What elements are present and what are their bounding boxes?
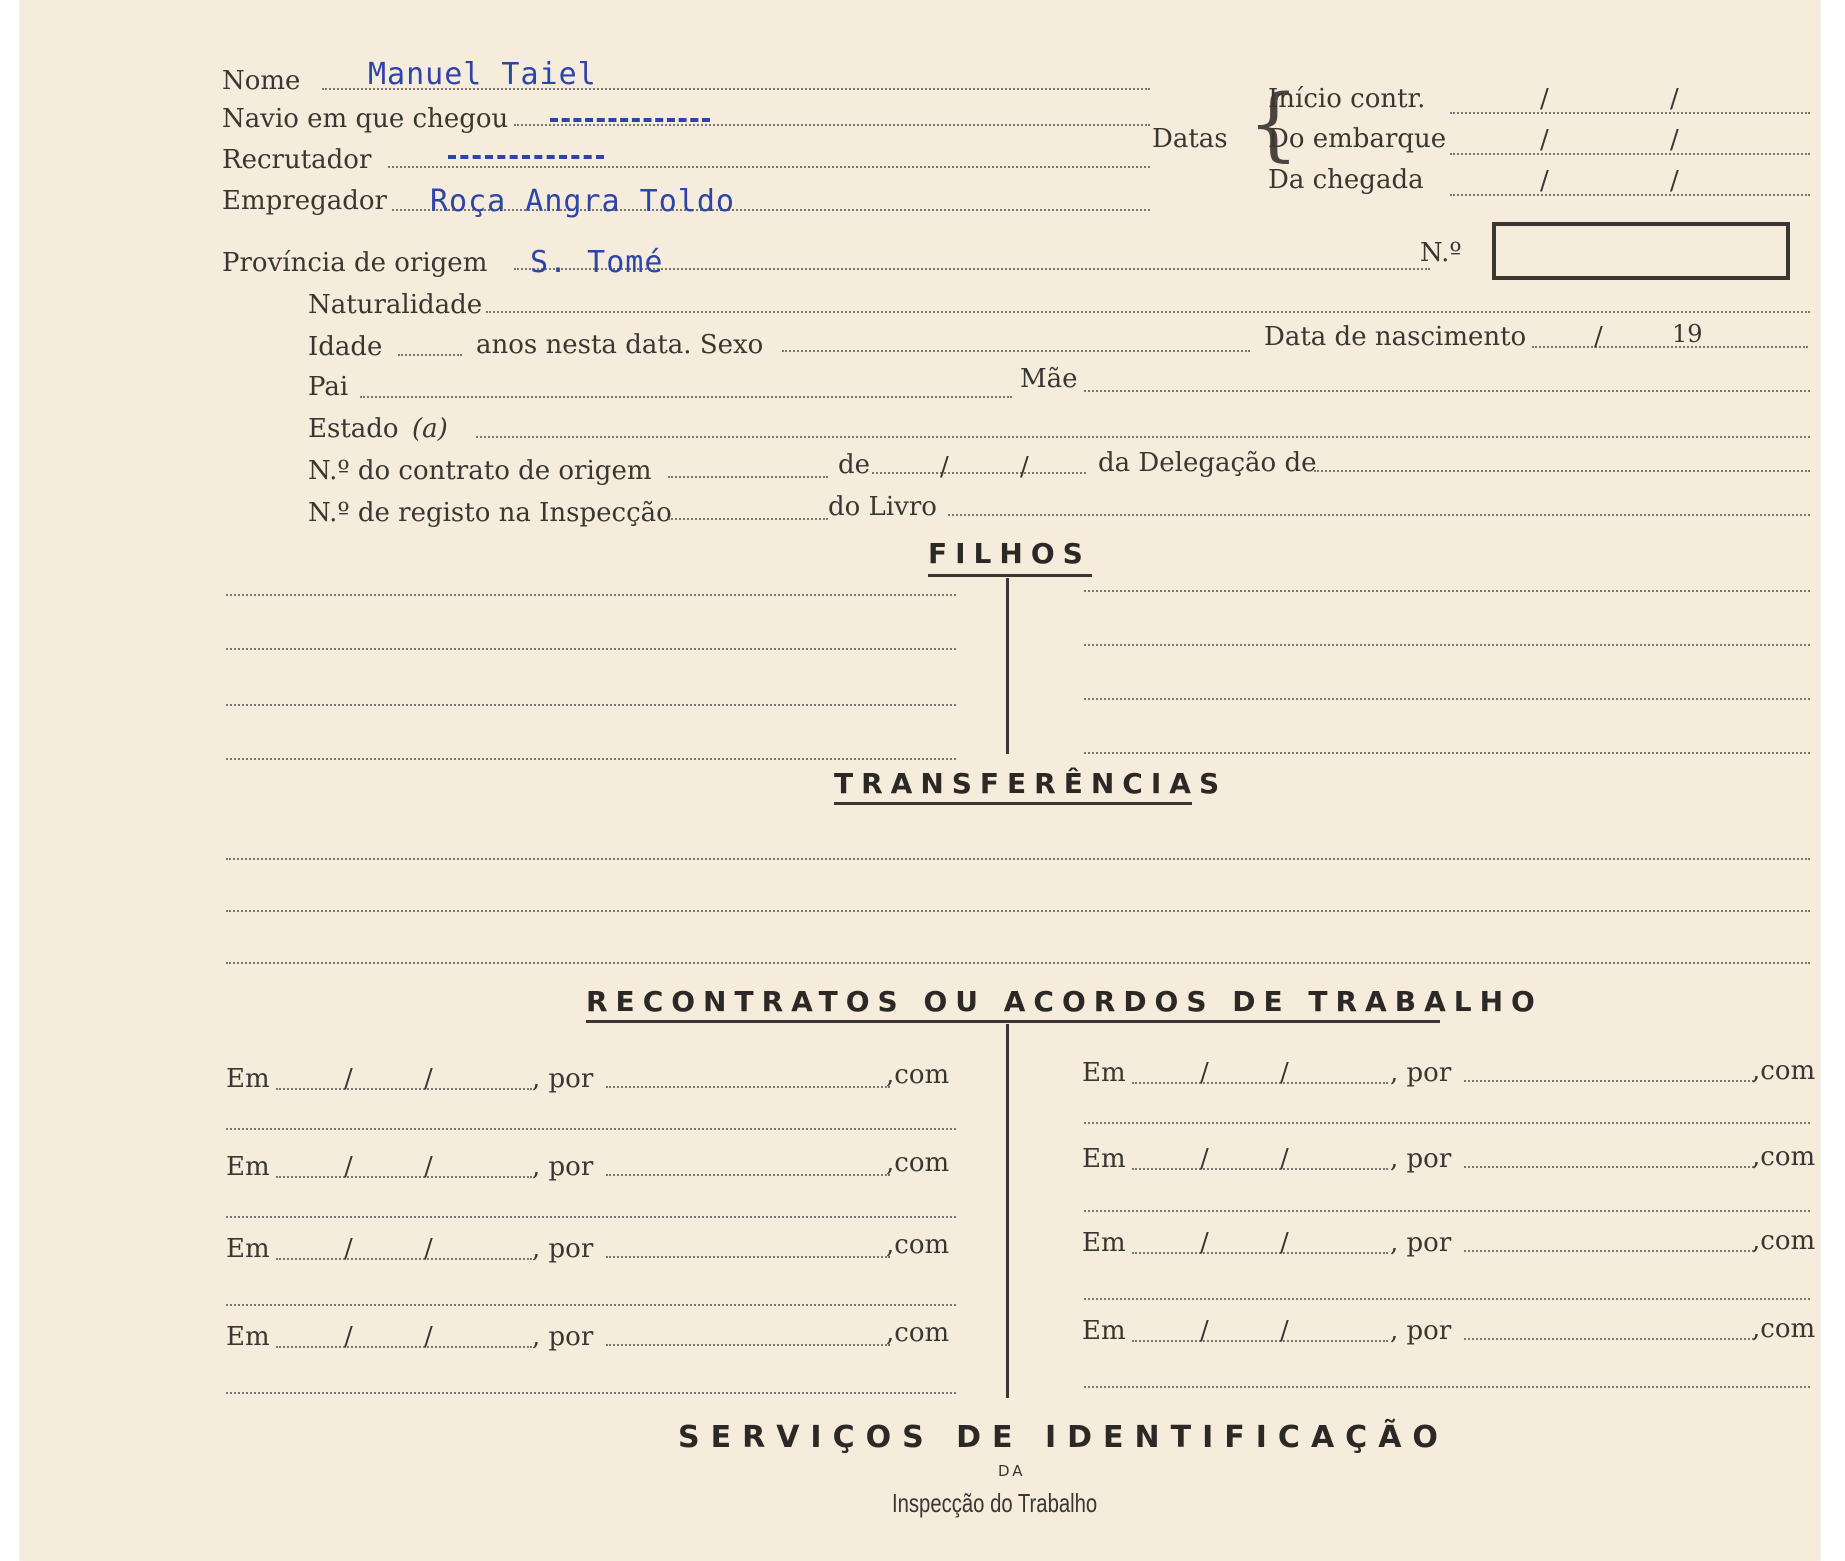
rec-l4-por-line <box>606 1344 890 1346</box>
transferencias-line-2 <box>226 910 1810 912</box>
registo-line <box>668 518 828 520</box>
rec-r1-por: , por <box>1390 1058 1452 1088</box>
rec-l2-por-line <box>606 1174 890 1176</box>
mae-label: Mãe <box>1020 364 1078 394</box>
livro-line <box>948 514 1810 516</box>
rec-r4-em: Em <box>1082 1316 1126 1346</box>
livro-label: do Livro <box>828 492 937 522</box>
record-card <box>20 0 1820 1561</box>
rec-r2-line <box>1084 1210 1810 1212</box>
filhos-left-line-2 <box>226 648 956 650</box>
datas-inicio-slash-1: / <box>1540 84 1549 114</box>
contrato-slash-1: / <box>940 452 949 482</box>
rec-r3-por-line <box>1464 1250 1754 1252</box>
data-nascimento-line <box>1532 346 1808 348</box>
rec-l4-date-line <box>276 1346 532 1348</box>
filhos-right-line-1 <box>1084 590 1810 592</box>
data-nascimento-slash: / <box>1594 322 1603 352</box>
year-prefix: 19 <box>1672 320 1703 348</box>
footer-servicos: SERVIÇOS DE IDENTIFICAÇÃO <box>678 1420 1449 1455</box>
rec-l4-line <box>226 1392 956 1394</box>
idade-line <box>398 354 462 356</box>
provincia-value: S. Tomé <box>530 245 664 280</box>
contrato-slash-2: / <box>1020 452 1029 482</box>
datas-chegada-slash-1: / <box>1540 166 1549 196</box>
recontratos-divider <box>1006 1024 1009 1398</box>
numero-box[interactable] <box>1492 222 1790 280</box>
delegacao-line <box>1314 470 1810 472</box>
rec-r1-line <box>1084 1122 1810 1124</box>
rec-r1-com: ,com <box>1752 1056 1816 1086</box>
rec-l2-slash-1: / <box>344 1152 353 1182</box>
anos-label: anos nesta data. Sexo <box>476 330 764 360</box>
rec-l1-slash-2: / <box>424 1064 433 1094</box>
empregador-value: Roça Angra Toldo <box>430 184 735 219</box>
filhos-right-line-4 <box>1084 752 1810 754</box>
pai-line <box>360 396 1012 398</box>
datas-chegada-line <box>1450 194 1810 196</box>
datas-inicio-label: Início contr. <box>1268 84 1426 114</box>
rec-r4-slash-1: / <box>1200 1316 1209 1346</box>
rec-r3-por: , por <box>1390 1228 1452 1258</box>
filhos-divider <box>1006 578 1009 754</box>
naturalidade-label: Naturalidade <box>308 290 483 320</box>
rec-r4-slash-2: / <box>1280 1316 1289 1346</box>
rec-r4-com: ,com <box>1752 1314 1816 1344</box>
filhos-underline <box>928 574 1092 577</box>
rec-r2-com: ,com <box>1752 1142 1816 1172</box>
contrato-line <box>668 476 828 478</box>
rec-r3-em: Em <box>1082 1228 1126 1258</box>
filhos-left-line-1 <box>226 594 956 596</box>
rec-l3-em: Em <box>226 1234 270 1264</box>
recrutador-dash <box>448 155 604 159</box>
rec-l2-slash-2: / <box>424 1152 433 1182</box>
rec-l2-com: ,com <box>886 1148 950 1178</box>
rec-r4-por: , por <box>1390 1316 1452 1346</box>
transferencias-line-1 <box>226 858 1810 860</box>
datas-chegada-label: Da chegada <box>1268 165 1424 195</box>
rec-l4-slash-2: / <box>424 1322 433 1352</box>
rec-l3-slash-2: / <box>424 1234 433 1264</box>
rec-r1-por-line <box>1464 1080 1754 1082</box>
datas-inicio-slash-2: / <box>1670 84 1679 114</box>
recontratos-heading: RECONTRATOS OU ACORDOS DE TRABALHO <box>586 985 1543 1018</box>
transferencias-line-3 <box>226 962 1810 964</box>
rec-r3-date-line <box>1132 1252 1388 1254</box>
rec-l3-slash-1: / <box>344 1234 353 1264</box>
rec-l4-em: Em <box>226 1322 270 1352</box>
rec-r1-slash-1: / <box>1200 1058 1209 1088</box>
datas-inicio-line <box>1450 112 1810 114</box>
recontratos-underline <box>586 1020 1440 1023</box>
rec-l3-com: ,com <box>886 1230 950 1260</box>
estado-note: (a) <box>412 414 448 444</box>
filhos-right-line-3 <box>1084 698 1810 700</box>
recrutador-line <box>388 166 1150 168</box>
rec-r2-slash-1: / <box>1200 1144 1209 1174</box>
rec-l2-date-line <box>276 1176 532 1178</box>
rec-l1-slash-1: / <box>344 1064 353 1094</box>
datas-embarque-line <box>1450 153 1810 155</box>
navio-label: Navio em que chegou <box>222 104 509 134</box>
rec-r2-por-line <box>1464 1166 1754 1168</box>
mae-line <box>1084 390 1810 392</box>
rec-l3-por-line <box>606 1256 890 1258</box>
rec-r1-date-line <box>1132 1082 1388 1084</box>
rec-l2-em: Em <box>226 1152 270 1182</box>
footer-da: DA <box>998 1462 1026 1480</box>
rec-r4-por-line <box>1464 1338 1754 1340</box>
transferencias-heading: TRANSFERÊNCIAS <box>834 767 1228 800</box>
estado-label: Estado <box>308 414 399 444</box>
datas-brace: { <box>1248 77 1299 170</box>
data-nascimento-label: Data de nascimento <box>1264 322 1527 352</box>
rec-l3-date-line <box>276 1258 532 1260</box>
numero-label: N.º <box>1420 238 1462 268</box>
rec-r1-em: Em <box>1082 1058 1126 1088</box>
rec-l1-em: Em <box>226 1064 270 1094</box>
rec-r1-slash-2: / <box>1280 1058 1289 1088</box>
nome-value: Manuel Taiel <box>368 57 597 92</box>
contrato-de-label: de <box>838 450 871 480</box>
filhos-left-line-3 <box>226 704 956 706</box>
naturalidade-line <box>486 311 1810 313</box>
datas-embarque-slash-2: / <box>1670 125 1679 155</box>
registo-label: N.º de registo na Inspecção <box>308 498 672 528</box>
contrato-label: N.º do contrato de origem <box>308 456 652 486</box>
rec-r3-slash-1: / <box>1200 1228 1209 1258</box>
estado-line <box>476 436 1810 438</box>
rec-l4-slash-1: / <box>344 1322 353 1352</box>
rec-l1-line <box>226 1128 956 1130</box>
transferencias-underline <box>834 802 1192 805</box>
datas-chegada-slash-2: / <box>1670 166 1679 196</box>
pai-label: Pai <box>308 372 349 402</box>
rec-r4-line <box>1084 1386 1810 1388</box>
provincia-label: Província de origem <box>222 248 488 278</box>
rec-l2-por: , por <box>532 1152 594 1182</box>
sexo-line <box>782 350 1250 352</box>
rec-l2-line <box>226 1216 956 1218</box>
rec-r2-em: Em <box>1082 1144 1126 1174</box>
datas-embarque-slash-1: / <box>1540 125 1549 155</box>
recrutador-label: Recrutador <box>222 145 372 175</box>
rec-r2-por: , por <box>1390 1144 1452 1174</box>
filhos-right-line-2 <box>1084 644 1810 646</box>
rec-l4-com: ,com <box>886 1318 950 1348</box>
idade-label: Idade <box>308 332 383 362</box>
filhos-heading: FILHOS <box>928 537 1091 570</box>
rec-r3-com: ,com <box>1752 1226 1816 1256</box>
nome-label: Nome <box>222 66 301 96</box>
footer-inspeccao: Inspecção do Trabalho <box>892 1488 1098 1518</box>
rec-r3-line <box>1084 1298 1810 1300</box>
datas-embarque-label: Do embarque <box>1268 124 1447 154</box>
datas-label: Datas <box>1152 124 1228 154</box>
rec-r2-slash-2: / <box>1280 1144 1289 1174</box>
navio-line <box>514 124 1150 126</box>
rec-l1-por-line <box>606 1086 890 1088</box>
rec-l1-date-line <box>276 1088 532 1090</box>
rec-l4-por: , por <box>532 1322 594 1352</box>
rec-l1-com: ,com <box>886 1060 950 1090</box>
rec-r2-date-line <box>1132 1168 1388 1170</box>
rec-l3-por: , por <box>532 1234 594 1264</box>
contrato-date-line <box>872 472 1086 474</box>
navio-dash <box>550 118 710 122</box>
rec-r4-date-line <box>1132 1340 1388 1342</box>
rec-l3-line <box>226 1304 956 1306</box>
rec-l1-por: , por <box>532 1064 594 1094</box>
empregador-label: Empregador <box>222 186 387 216</box>
delegacao-label: da Delegação de <box>1098 448 1317 478</box>
filhos-left-line-4 <box>226 758 956 760</box>
rec-r3-slash-2: / <box>1280 1228 1289 1258</box>
